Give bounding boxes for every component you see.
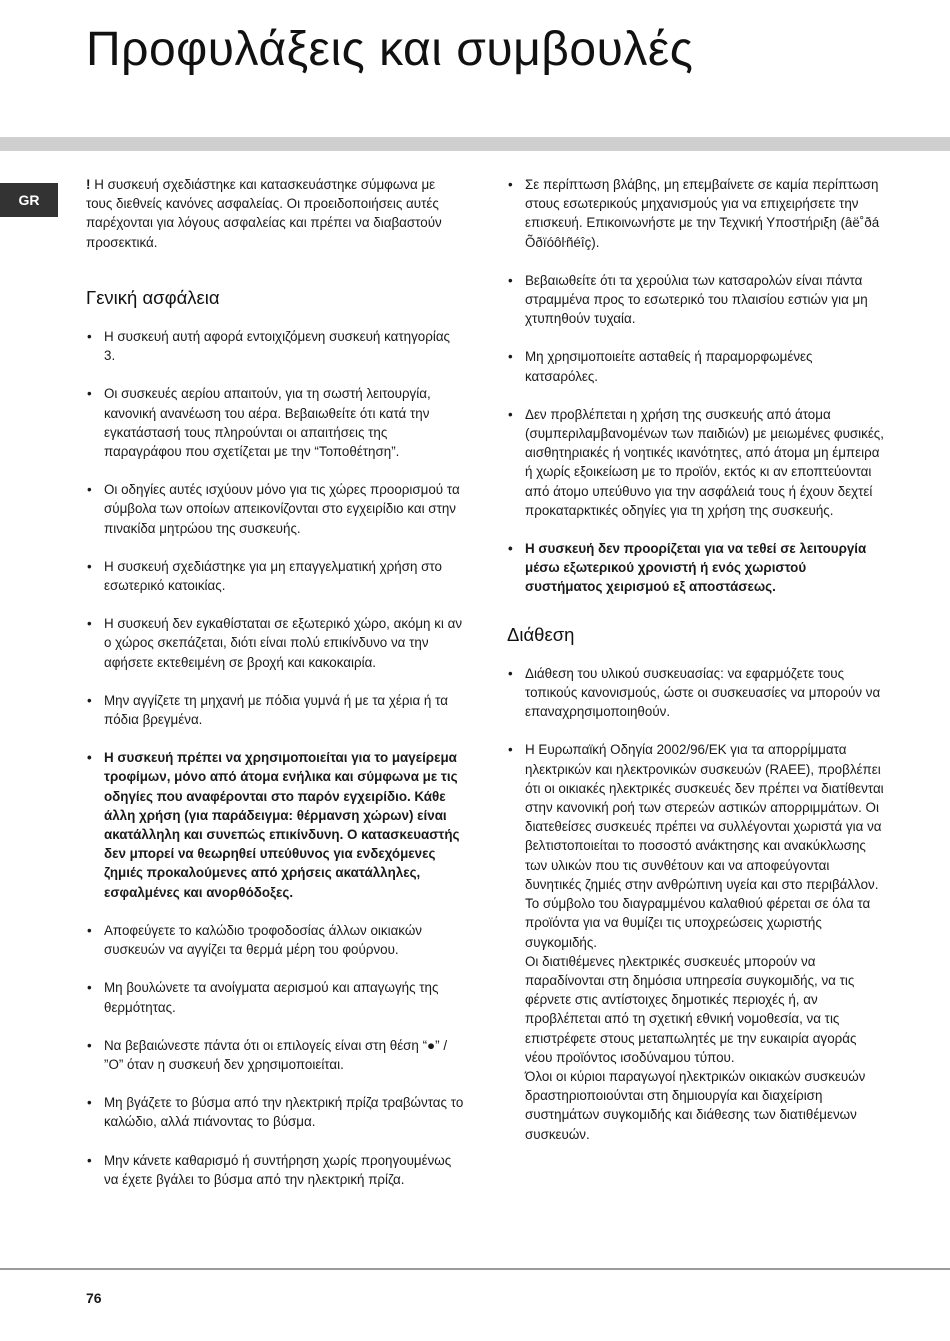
list-item: • Οι συσκευές αερίου απαιτούν, για τη σωστή λειτουργία, κανονική ανανέωση του αέρα. Βεβαιωθείτε ότι κατά την εγκατάστασή τους πληρούνται οι απαιτήσεις της παραγράφου που σχετίζεται με την “Τοποθέτηση”. (86, 384, 464, 461)
list-item: • Μη χρησιμοποιείτε ασταθείς ή παραμορφωμένες κατσαρόλες. (507, 347, 885, 385)
disposal-list (507, 664, 885, 1144)
list-item: • Η συσκευή σχεδιάστηκε για μη επαγγελματική χρήση στο εσωτερικό κατοικίας. (86, 557, 464, 595)
list-item: • Βεβαιωθείτε ότι τα χερούλια των κατσαρολών είναι πάντα στραμμένα προς το εσωτερικό του πλαισίου εστιών για μη χτυπηθούν τυχαία. (507, 271, 885, 329)
list-item: • Δεν προβλέπεται η χρήση της συσκευής από άτομα (συμπεριλαμβανομένων των παιδιών) με μειωμένες φυσικές, αισθητηριακές ή νοητικές ικανότητες, από άτομα μη έμπειρα ή χωρίς εξοικείωση με το προϊόν, εκτός κι αν εποπτεύονται από άτομο υπεύθυνο για την ασφάλειά τους ή έχουν δεχτεί προκαταρκτικές οδηγίες για τη χρήση της συσκευής. (507, 405, 885, 520)
disposal-heading: Διάθεση (507, 623, 575, 645)
weee-paragraph: Οι διατιθέμενες ηλεκτρικές συσκευές μπορούν να παραδίνονται στη δημόσια υπηρεσία συγκομιδής, να τις φέρνετε στις αντίστοιχες δημοτικές περιοχές ή, αν προβλέπεται από τη σχετική εθνική νομοθεσία, να τις επιστρέφετε στους μεταπωλητές με την ευκαιρία αγοράς νέου προϊόντος ισοδύναμου τύπου. (525, 953, 857, 1065)
list-item: • Αποφεύγετε το καλώδιο τροφοδοσίας άλλων οικιακών συσκευών να αγγίζει τα θερμά μέρη του φούρνου. (86, 921, 464, 959)
weee-paragraph: • Η Ευρωπαϊκή Οδηγία 2002/96/ΕΚ για τα απορρίμματα ηλεκτρικών και ηλεκτρονικών συσκευών (RAEE), προβλέπει ότι οι οικιακές ηλεκτρικές συσκευές δεν πρέπει να διατίθενται στην κανονική ροή των στερεών αστικών απορριμμάτων. Οι διατεθείσες συσκευές πρέπει να συλλέγονται χωριστά για να βελτιστοποιείται το ποσοστό ανάκτησης και ανακύκλωσης των υλικών που τις συνθέτουν και να αποφεύγονται δυνητικές ζημιές στην ανθρώπινη υγεία και στο περιβάλλον. Το σύμβολο του διαγραμμένου καλαθιού φέρεται σε όλα τα προϊόντα για να θυμίζει τις υποχρεώσεις χωριστής συγκομιδής. (525, 742, 884, 950)
list-item: • Να βεβαιώνεστε πάντα ότι οι επιλογείς είναι στη θέση “●” / ”O” όταν η συσκευή δεν χρησιμοποιείται. (86, 1036, 464, 1074)
left-column (86, 175, 464, 1208)
list-item: • Μην κάνετε καθαρισμό ή συντήρηση χωρίς προηγουμένως να έχετε βγάλει το βύσμα από την ηλεκτρική πρίζα. (86, 1151, 464, 1189)
safety-list-continued (507, 175, 885, 597)
list-item: • Διάθεση του υλικού συσκευασίας: να εφαρμόζετε τους τοπικούς κανονισμούς, ώστε οι συσκευασίες να μπορούν να επαναχρησιμοποιηθούν. (507, 664, 885, 722)
list-item: • Μην αγγίζετε τη μηχανή με πόδια γυμνά ή με τα χέρια ή τα πόδια βρεγμένα. (86, 691, 464, 729)
list-item: • Σε περίπτωση βλάβης, μη επεμβαίνετε σε καμία περίπτωση στους εσωτερικούς μηχανισμούς για να επιχειρήσετε την επισκευή. Επικοινωνήστε με την Τεχνική Υποστήριξη (âë˚ðá Õðïóôŀñéîç). (507, 175, 885, 252)
weee-paragraph: Όλοι οι κύριοι παραγωγοί ηλεκτρικών οικιακών συσκευών δραστηριοποιούνται στη δημιουργία και διαχείριση συστημάτων συγκομιδής και διάθεσης των διατιθέμενων συσκευών. (525, 1068, 866, 1142)
footer-divider (0, 1268, 950, 1270)
right-column (507, 175, 885, 1163)
list-item: • Μη βουλώνετε τα ανοίγματα αερισμού και απαγωγής της θερμότητας. (86, 978, 464, 1016)
list-item: • Οι οδηγίες αυτές ισχύουν μόνο για τις χώρες προορισμού τα σύμβολα των οποίων απεικονίζονται στο εγχειρίδιο και στην πινακίδα μητρώου της συσκευής. (86, 480, 464, 538)
general-safety-list (86, 327, 464, 1189)
page-number: 76 (86, 1290, 102, 1306)
header-divider-bar (0, 137, 950, 151)
warning-mark: ! (86, 177, 91, 192)
list-item: • Μη βγάζετε το βύσμα από την ηλεκτρική πρίζα τραβώντας το καλώδιο, αλλά πιάνοντας το βύσμα. (86, 1093, 464, 1131)
language-tab: GR (0, 183, 58, 217)
page-title: Προφυλάξεις και συμβουλές (86, 23, 694, 76)
list-item-emphasis: • Η συσκευή πρέπει να χρησιμοποιείται για το μαγείρεμα τροφίμων, μόνο από άτομα ενήλικα και σύμφωνα με τις οδηγίες που αναφέρονται στο παρόν εγχειρίδιο. Κάθε άλλη χρήση (για παράδειγμα: θέρμανση χώρων) είναι ακατάλληλη και συνεπώς επικίνδυνη. Ο κατασκευαστής δεν μπορεί να θεωρηθεί υπεύθυνος για ενδεχόμενες ζημιές προκαλούμενες από χρήσεις ακατάλληλες, εσφαλμένες και ανορθόδοξες. (86, 748, 464, 902)
list-item: • Η συσκευή αυτή αφορά εντοιχιζόμενη συσκευή κατηγορίας 3. (86, 327, 464, 365)
general-safety-heading: Γενική ασφάλεια (86, 286, 220, 308)
list-item-emphasis: • Η συσκευή δεν προορίζεται για να τεθεί σε λειτουργία μέσω εξωτερικού χρονιστή ή ενός χωριστού συστήματος χειρισμού εξ αποστάσεως. (507, 539, 885, 597)
intro-paragraph (86, 175, 464, 252)
intro-text: Η συσκευή σχεδιάστηκε και κατασκευάστηκε σύμφωνα με τους διεθνείς κανόνες ασφαλείας. Οι προειδοποιήσεις αυτές παρέχονται για λόγους ασφαλείας και πρέπει να διαβαστούν προσεκτικά. (86, 177, 442, 250)
list-item-weee (507, 740, 885, 1143)
list-item: • Η συσκευή δεν εγκαθίσταται σε εξωτερικό χώρο, ακόμη κι αν ο χώρος σκεπάζεται, διότι είναι πολύ επικίνδυνο να την αφήσετε εκτεθειμένη σε βροχή και κακοκαιρία. (86, 614, 464, 672)
